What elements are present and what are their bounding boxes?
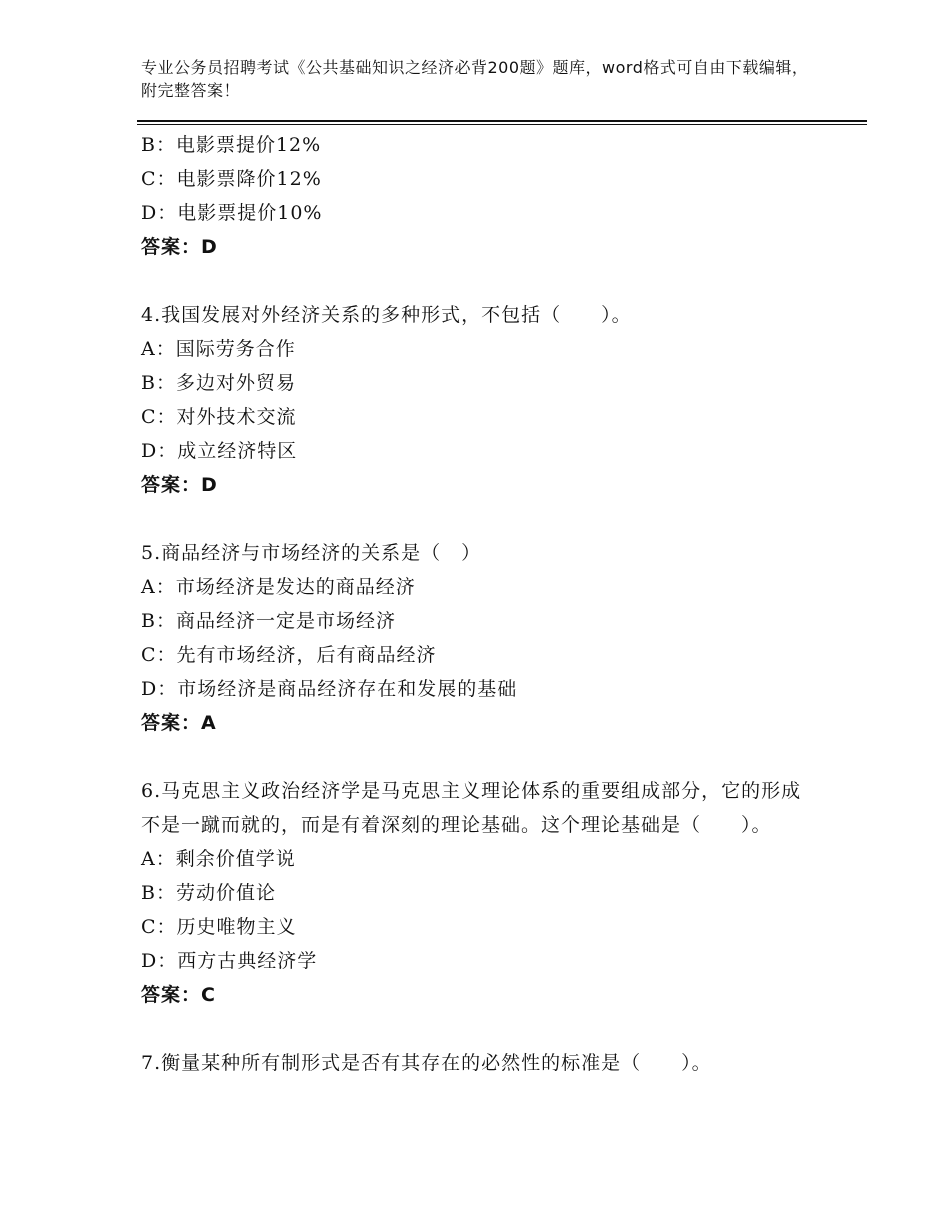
option-d: D：电影票提价10% (141, 202, 323, 224)
option-a: A：国际劳务合作 (141, 338, 296, 360)
option-b: B：多边对外贸易 (141, 372, 296, 394)
option-b: B：电影票提价12% (141, 134, 322, 156)
option-d: D：市场经济是商品经济存在和发展的基础 (141, 678, 518, 700)
question-text: 7.衡量某种所有制形式是否有其存在的必然性的标准是（ ）。 (141, 1052, 712, 1074)
option-a: A：剩余价值学说 (141, 848, 296, 870)
option-c: C：历史唯物主义 (141, 916, 297, 938)
question-text: 6.马克思主义政治经济学是马克思主义理论体系的重要组成部分，它的形成不是一蹴而就的，而是有着深刻的理论基础。这个理论基础是（ ）。 (141, 780, 802, 836)
question-block-6 (141, 774, 811, 1012)
option-c: C：先有市场经济，后有商品经济 (141, 644, 437, 666)
question-block-5 (141, 536, 811, 740)
option-d: D：西方古典经济学 (141, 950, 318, 972)
answer-line: 答案：A (141, 712, 217, 734)
option-b: B：劳动价值论 (141, 882, 276, 904)
header-divider-thick (137, 120, 867, 122)
question-block-7 (141, 1046, 811, 1080)
document-body (141, 128, 811, 1080)
option-d: D：成立经济特区 (141, 440, 298, 462)
option-a: A：市场经济是发达的商品经济 (141, 576, 416, 598)
page-header: 专业公务员招聘考试《公共基础知识之经济必背200题》题库，word格式可自由下载编辑，附完整答案！ (141, 58, 809, 100)
question-text: 5.商品经济与市场经济的关系是（ ） (141, 542, 482, 564)
question-block-4 (141, 298, 811, 502)
answer-line: 答案：D (141, 236, 218, 258)
header-divider-thin (137, 124, 867, 125)
answer-line: 答案：D (141, 474, 218, 496)
question-block-3-continuation (141, 128, 811, 264)
option-b: B：商品经济一定是市场经济 (141, 610, 396, 632)
answer-line: 答案：C (141, 984, 216, 1006)
option-c: C：对外技术交流 (141, 406, 297, 428)
option-c: C：电影票降价12% (141, 168, 322, 190)
question-text: 4.我国发展对外经济关系的多种形式，不包括（ ）。 (141, 304, 632, 326)
